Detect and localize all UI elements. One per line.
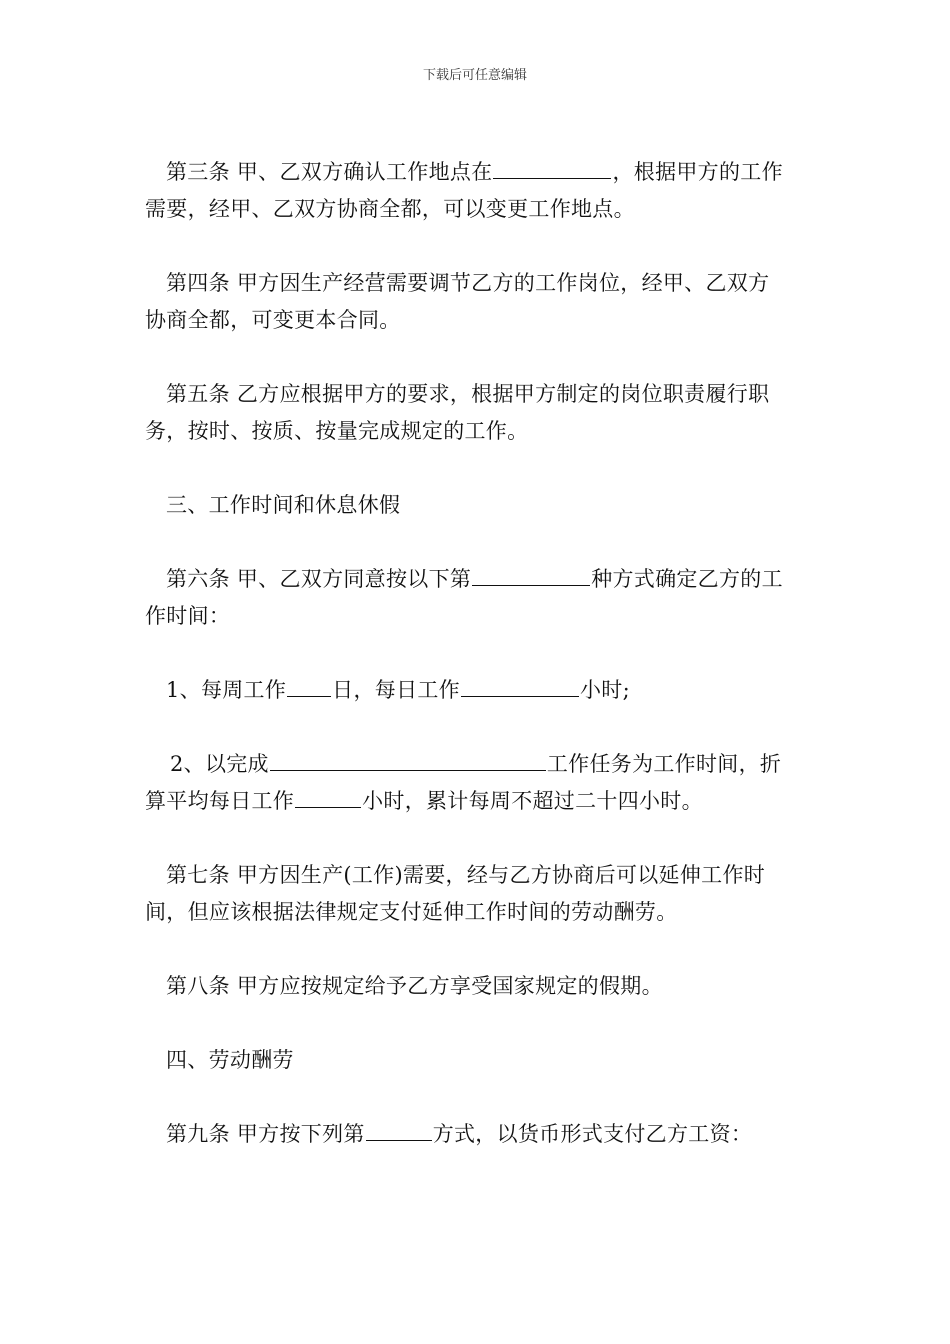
page-header: 下载后可任意编辑	[422, 68, 527, 83]
article-4-line-2: 协商全都，可变更本合同。	[145, 308, 401, 332]
option-2-text-b: 工作任务为工作时间，折	[546, 752, 782, 776]
article-6-text-a: 第六条 甲、乙双方同意按以下第	[166, 567, 472, 591]
option-2-line-1	[145, 746, 810, 783]
hours-per-day-blank[interactable]	[461, 674, 579, 697]
section-4-title: 四、劳动酬劳	[166, 1048, 294, 1072]
article-9-text-b: 方式，以货币形式支付乙方工资：	[432, 1122, 753, 1146]
section-3-title: 三、工作时间和休息休假	[166, 493, 401, 517]
section-3-heading	[145, 487, 810, 524]
article-6	[145, 561, 810, 635]
work-location-blank[interactable]	[493, 156, 611, 179]
article-4	[145, 265, 810, 339]
payment-method-blank[interactable]	[366, 1118, 432, 1141]
article-3-line-2: 需要，经甲、乙双方协商全都，可以变更工作地点。	[145, 197, 635, 221]
article-3	[145, 154, 810, 228]
task-blank[interactable]	[270, 748, 546, 771]
work-time-method-blank[interactable]	[472, 563, 590, 586]
option-2-text-d: 小时，累计每周不超过二十四小时。	[362, 789, 703, 813]
article-6-line-2: 作时间：	[145, 604, 231, 628]
article-9-line-1	[145, 1116, 810, 1153]
option-2-line-2	[145, 783, 810, 820]
article-3-line-1	[145, 154, 810, 191]
option-2-text-a: 2、以完成	[170, 752, 269, 776]
article-9	[145, 1116, 810, 1153]
article-5-line-2: 务，按时、按质、按量完成规定的工作。	[145, 419, 529, 443]
article-3-text-a: 第三条 甲、乙双方确认工作地点在	[166, 160, 493, 184]
article-8	[145, 968, 810, 1005]
average-hours-blank[interactable]	[295, 785, 361, 808]
section-4-heading	[145, 1042, 810, 1079]
option-2	[145, 746, 810, 820]
article-4-line-1: 第四条 甲方因生产经营需要调节乙方的工作岗位，经甲、乙双方	[166, 271, 770, 295]
article-6-line-1	[145, 561, 810, 598]
article-7-line-1: 第七条 甲方因生产(工作)需要，经与乙方协商后可以延伸工作时	[166, 863, 766, 887]
article-3-text-b: ，根据甲方的工作	[612, 160, 783, 184]
option-1-text-b: 日，每日工作	[332, 678, 460, 702]
days-per-week-blank[interactable]	[287, 674, 331, 697]
article-7-line-2: 间，但应该根据法律规定支付延伸工作时间的劳动酬劳。	[145, 900, 678, 924]
article-9-text-a: 第九条 甲方按下列第	[166, 1122, 365, 1146]
article-7	[145, 857, 810, 931]
article-5-line-1: 第五条 乙方应根据甲方的要求，根据甲方制定的岗位职责履行职	[166, 382, 770, 406]
article-6-text-b: 种方式确定乙方的工	[591, 567, 783, 591]
option-1-text-c: 小时;	[579, 678, 630, 702]
option-1-line	[145, 672, 810, 709]
option-1-text-a: 1、每周工作	[166, 678, 287, 702]
option-1	[145, 672, 810, 709]
article-5	[145, 376, 810, 450]
article-8-line-1: 第八条 甲方应按规定给予乙方享受国家规定的假期。	[166, 974, 663, 998]
option-2-text-c: 算平均每日工作	[145, 789, 295, 813]
